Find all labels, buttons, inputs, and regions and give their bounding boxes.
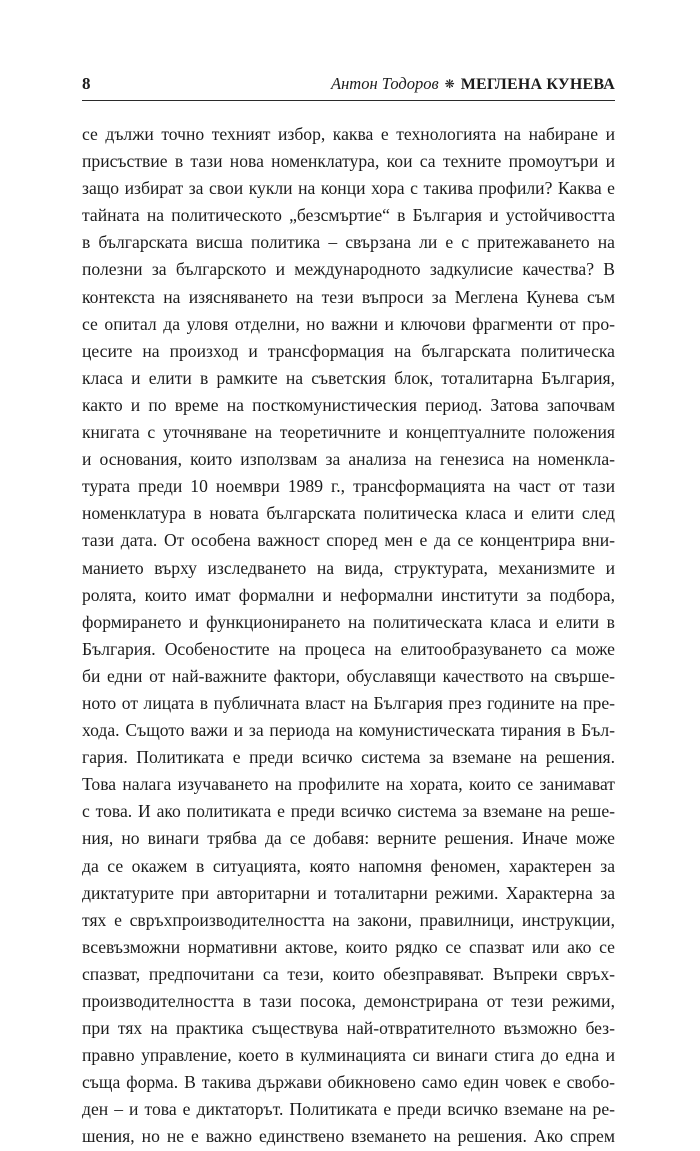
text-line: защо избират за свои кукли на конци хора с такива профили? Каква е (82, 178, 615, 199)
text-line: диктатурите при авторитарни и тоталитарни режими. Характерна за (82, 882, 615, 903)
text-line: присъствие в тази нова номенклатура, кои са техните промоутъри и (82, 151, 615, 172)
text-line: гария. Политиката е преди всичко система за вземане на решения. (82, 747, 615, 768)
header-author-title (331, 72, 615, 97)
text-line: да се окажем в ситуацията, която напомня феномен, характерен за (82, 855, 615, 876)
body-text (82, 121, 615, 1151)
book-title: МЕГЛЕНА КУНЕВА (460, 76, 615, 93)
page-number: 8 (82, 74, 91, 93)
ornament-separator-icon: ❋ (444, 77, 455, 91)
text-line: турата преди 10 ноември 1989 г., трансформацията на част от тази (82, 476, 615, 497)
text-line: при тях на практика съществува най-отвратителното възможно без- (82, 1018, 615, 1039)
text-line: класа и елити в рамките на съветския блок, тоталитарна България, (82, 367, 615, 388)
text-line: цесите на произход и трансформация на българската политическа (82, 340, 615, 361)
text-line: полезни за българското и международното задкулисие качества? В (82, 259, 615, 280)
text-line: би едни от най-важните фактори, обуславящи качеството на свършe- (82, 665, 615, 686)
text-line: Това налага изучаването на профилите на хората, които се занимават (82, 774, 615, 795)
author-name: Антон Тодоров (331, 74, 439, 93)
text-line: спазват, предпочитани са тези, които обезправяват. Въпреки свръх- (82, 963, 615, 984)
running-header (82, 72, 615, 96)
text-line: контекста на изясняването на тези въпроси за Меглена Кунева съм (82, 286, 615, 307)
text-line: се опитал да уловя отделни, но важни и ключови фрагменти от про- (82, 313, 615, 334)
text-line: ролята, които имат формални и неформални институти за подбора, (82, 584, 615, 605)
text-line: с това. И ако политиката е преди всичко система за вземане на реше- (82, 801, 615, 822)
text-line: и основания, които използвам за анализа на генезиса на номенкла- (82, 449, 615, 470)
text-line: шения, но не е важно единствено вземането на решения. Ако спрем (82, 1126, 615, 1147)
text-line: номенклатура в новата българската политическа класа и елити след (82, 503, 615, 524)
text-line: както и по време на посткомунистическия период. Затова започвам (82, 394, 615, 415)
text-line: ното от лицата в публичната власт на България през годините на пре- (82, 692, 615, 713)
header-rule (82, 100, 615, 101)
text-line: тайната на политическото „безсмъртие“ в България и устойчивостта (82, 205, 615, 226)
text-line: правно управление, което в кулминацията си винаги стига до една и (82, 1045, 615, 1066)
text-line: всевъзможни нормативни актове, които рядко се спазват или ако се (82, 936, 615, 957)
text-line: в българската висша политика – свързана ли е с притежаването на (82, 232, 615, 253)
text-line: се дължи точно техният избор, каква е технологията на набиране и (82, 124, 615, 144)
text-line: книгата с уточняване на теоретичните и концептуалните положения (82, 422, 615, 443)
text-line: манието върху изследването на вида, структурата, механизмите и (82, 557, 615, 578)
text-line: България. Особеностите на процеса на елитообразуването са може (82, 638, 615, 659)
text-line: тях е свръхпроизводителността на закони, правилници, инструкции, (82, 909, 615, 930)
text-line: формирането и функционирането на политическата класа и елити в (82, 611, 615, 632)
text-line: производителността в тази посока, демонстрирана от тези режими, (82, 991, 615, 1011)
text-line: ден – и това е диктаторът. Политиката е преди всичко вземане на ре- (82, 1099, 615, 1120)
text-line: съща форма. В такива държави обикновено само един човек е свобо- (82, 1072, 615, 1093)
text-line: хода. Същото важи и за периода на комунистическата тирания в Бъл- (82, 720, 615, 741)
text-line: ния, но винаги трябва да се добавя: верните решения. Иначе може (82, 828, 615, 849)
text-line: тази дата. От особена важност според мен е да се концентрира вни- (82, 530, 615, 551)
